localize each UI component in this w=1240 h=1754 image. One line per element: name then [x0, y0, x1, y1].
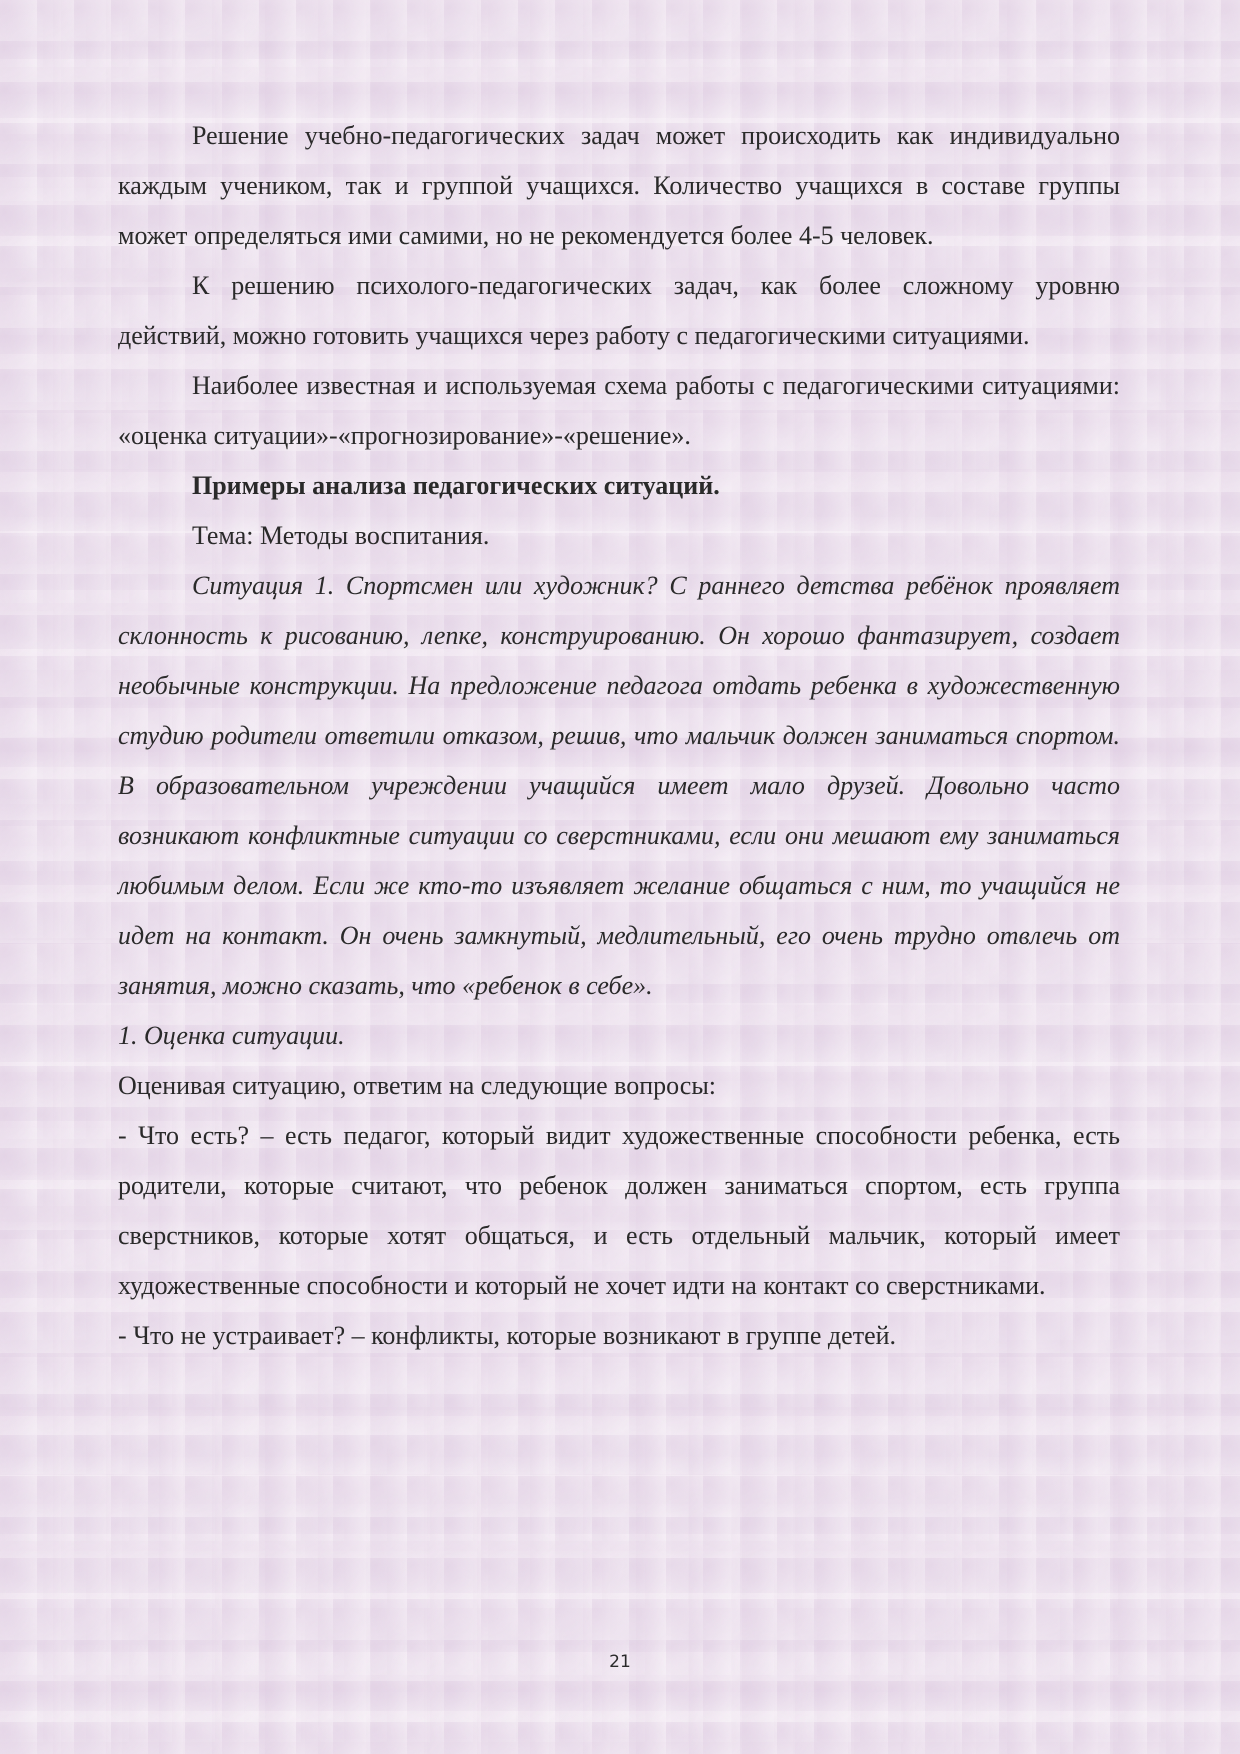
question-what-is: - Что есть? – есть педагог, который видит художественные способности ребенка, есть родители, которые считают, что ребенок должен заниматься спортом, есть группа сверстников, которые хотят общаться, и есть отдельный мальчик, который имеет художественные способности и который не хочет идти на контакт со сверстниками. — [118, 1121, 1120, 1300]
situation-1-text: Ситуация 1. Спортсмен или художник? С раннего детства ребёнок проявляет склонность к рисованию, лепке, конструированию. Он хорошо фантазирует, создает необычные конструкции. На предложение педагога отдать ребенка в художественную студию родители ответили отказом, решив, что мальчик должен заниматься спортом. В образовательном учреждении учащийся имеет мало друзей. Довольно часто возникают конфликтные ситуации со сверстниками, если они мешают ему заниматься любимым делом. Если же кто-то изъявляет желание общаться с ним, то учащийся не идет на контакт. Он очень замкнутый, медлительный, его очень трудно отвлечь от занятия, можно сказать, что «ребенок в себе». — [118, 571, 1120, 1000]
topic-line: Тема: Методы воспитания. — [192, 521, 490, 550]
paragraph-task-solving: Решение учебно-педагогических задач может происходить как индивидуально каждым учеником, так и группой учащихся. Количество учащихся в составе группы может определяться ими самими, но не рекомендуется более 4-5 человек. — [118, 121, 1120, 250]
paragraph-scheme: Наиболее известная и используемая схема работы с педагогическими ситуациями: «оценка ситуации»-«прогнозирование»-«решение». — [118, 371, 1120, 450]
question-what-not-ok: - Что не устраивает? – конфликты, которые возникают в группе детей. — [118, 1321, 897, 1350]
section-heading: Примеры анализа педагогических ситуаций. — [192, 471, 720, 500]
page-body — [118, 111, 1120, 1361]
subheading-assessment: 1. Оценка ситуации. — [118, 1021, 345, 1050]
page-number: 21 — [609, 1652, 631, 1672]
questions-intro: Оценивая ситуацию, ответим на следующие вопросы: — [118, 1071, 717, 1100]
paragraph-psych-tasks: К решению психолого-педагогических задач, как более сложному уровню действий, можно готовить учащихся через работу с педагогическими ситуациями. — [118, 271, 1120, 350]
